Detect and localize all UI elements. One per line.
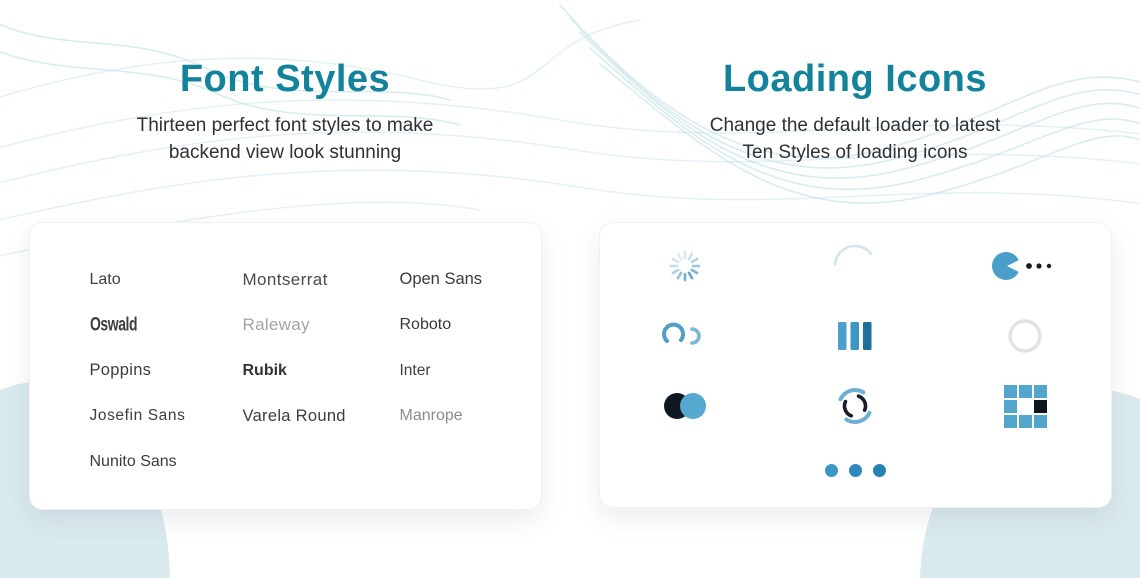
ring-loader-icon <box>940 301 1110 371</box>
loading-icons-card <box>599 222 1112 508</box>
loader-grid <box>600 231 1111 441</box>
arc-spinner-icon <box>770 231 940 301</box>
dot-3 <box>873 464 886 477</box>
dot-1 <box>825 464 838 477</box>
font-name-montserrat: Montserrat <box>242 269 328 289</box>
font-styles-section <box>0 0 570 510</box>
loading-icons-subtitle-line1: Change the default loader to latest <box>709 115 1001 136</box>
font-name-open-sans: Open Sans <box>399 270 483 289</box>
loading-icons-section <box>570 0 1140 510</box>
font-styles-title: Font Styles <box>179 58 391 100</box>
font-name-rubik: Rubik <box>242 361 287 379</box>
font-name-inter: Inter <box>399 361 431 379</box>
dot-2 <box>849 464 862 477</box>
font-styles-card <box>29 222 542 510</box>
loading-icons-title: Loading Icons <box>722 58 988 100</box>
broken-ring-spinner-icon <box>770 371 940 441</box>
ray-spinner-icon <box>600 231 770 301</box>
font-name-nunito-sans: Nunito Sans <box>89 452 177 470</box>
loading-icons-subtitle <box>710 112 1000 166</box>
font-column-1 <box>90 257 243 509</box>
grid-squares-loader-icon <box>940 371 1110 441</box>
font-name-josefin-sans: Josefin Sans <box>89 407 186 425</box>
font-name-raleway: Raleway <box>242 315 310 335</box>
font-styles-subtitle-line2: backend view look stunning <box>168 142 402 163</box>
font-name-roboto: Roboto <box>399 316 452 334</box>
loading-icons-subtitle-line2: Ten Styles of loading icons <box>742 142 968 163</box>
font-column-3 <box>400 257 541 509</box>
font-name-oswald: Oswald <box>89 314 137 336</box>
font-styles-subtitle <box>137 112 434 166</box>
pacman-loader-icon <box>940 231 1110 301</box>
dual-ball-loader-icon <box>600 371 770 441</box>
vertical-bars-loader-icon <box>770 301 940 371</box>
font-column-2 <box>243 257 400 509</box>
font-styles-subtitle-line1: Thirteen perfect font styles to make <box>136 115 434 136</box>
three-dots-loader-icon <box>600 441 1111 499</box>
font-name-poppins: Poppins <box>89 361 152 380</box>
font-name-manrope: Manrope <box>399 407 463 425</box>
font-name-lato: Lato <box>89 270 121 288</box>
dual-crescent-spinner-icon <box>600 301 770 371</box>
font-name-varela-round: Varela Round <box>242 406 346 425</box>
